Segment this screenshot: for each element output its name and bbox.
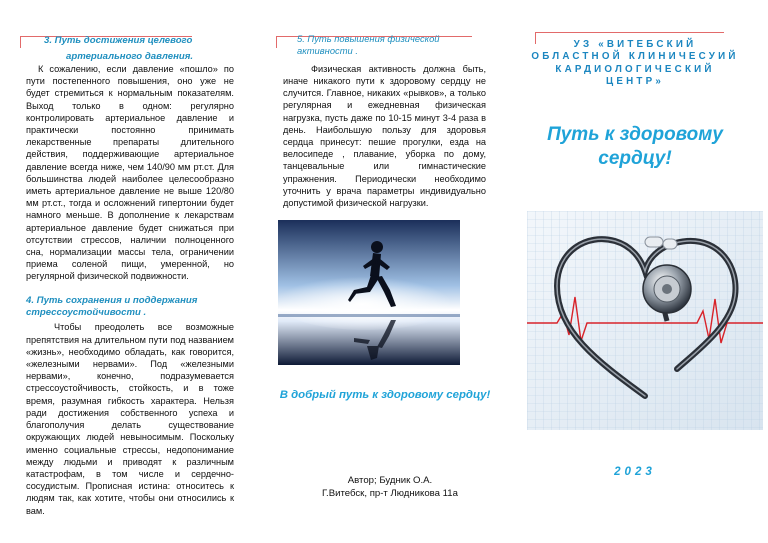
year: 2023 bbox=[614, 465, 656, 478]
section-3-paragraph: К сожалению, если давление «пошло» по пути постепенного повышения, оно уже не будет стремиться к нормальным показателям. Выход только в одном: регулярно контролировать артериальное давление и практически постоянно принимать лекарственные препараты длительного действия, поддерживающие артериальное давление всегда ниже, чем 140/90 мм рт.ст. Для большинства людей наиболее целесообразно иметь артериальное давление не выше 120/80 мм рт.ст., тогда и осложнений гипертонии будет намного меньше. В дополнение к лекарствам артериальное давление будет снижаться при отсутствии стрессов, наличии полноценного сна, нормализации массы тела, ограничении приема соленой пищи, умеренной, но регулярной физической подвижности. bbox=[26, 64, 234, 282]
runner-image bbox=[278, 220, 460, 365]
section-5-paragraph: Физическая активность должна быть, иначе никакого пути к здоровому сердцу не случится. Главное, никаких «рывков», а только регулярная и ежедневная физическая нагрузка, пусть даже по 10-15 минут 3-4 раза в день. Наибольшую пользу для здоровья сердца принесут: пешие прогулки, езда на велосипеде , плавание, уборка по дому, танцевальные или гимнастические упражнения. Периодически необходимо уточнить у врача параметры индивидуально допустимой физической нагрузки. bbox=[283, 63, 486, 209]
org-line-3: КАРДИОЛОГИЧЕСКИЙ bbox=[555, 63, 715, 75]
section-4-text bbox=[26, 321, 234, 516]
organization-name bbox=[528, 39, 742, 89]
left-column bbox=[26, 31, 234, 517]
section-5-text bbox=[283, 63, 486, 209]
left-heading-rule-vertical bbox=[20, 36, 21, 48]
author-block bbox=[300, 474, 480, 500]
middle-column bbox=[283, 33, 486, 209]
title-line-1: Путь к здоровому bbox=[547, 123, 723, 145]
author-name: Автор; Будник О.А. bbox=[347, 475, 433, 486]
brochure-title bbox=[528, 123, 742, 171]
address: Г.Витебск, пр-т Людникова 11а bbox=[322, 488, 458, 499]
section-3-text bbox=[26, 63, 234, 283]
stethoscope-heart-image bbox=[527, 211, 763, 430]
section-4-heading: 4. Путь сохранения и поддержания стрессоустойчивости . bbox=[26, 294, 198, 319]
org-line-1: УЗ «ВИТЕБСКИЙ bbox=[573, 39, 697, 50]
right-column bbox=[528, 30, 742, 171]
section-5-heading: 5. Путь повышения физической активности . bbox=[297, 33, 440, 57]
section-4-paragraph: Чтобы преодолеть все возможные препятствия на длительном пути под названием «жизнь», необходимо обладать, как говорится, «железными нервами». Под «железными нервами», конечно, подразумевается стрессоустойчивость, стойкость, и в тоже время, разумная гибкость характера. Нельзя ради достижения собственного успеха и благополучия делать существование окружающих людей невыносимым. Поскольку именно социальные стрессы, недопонимание между людьми и приводят к различным катастрофам, в том числе и сердечно-сосудистым. Прописная истина: относитесь к людям так, как хотите, чтобы они относились к вам. bbox=[26, 322, 234, 516]
org-line-2: ОБЛАСТНОЙ КЛИНИЧЕСУИЙ bbox=[531, 51, 739, 63]
slogan: В добрый путь к здоровому сердцу! bbox=[279, 389, 491, 401]
org-line-4: ЦЕНТР» bbox=[606, 76, 664, 88]
middle-heading-rule-vertical bbox=[276, 36, 277, 48]
section-3-heading bbox=[26, 35, 234, 62]
section-3-heading-line1: 3. Путь достижения целевого bbox=[44, 35, 193, 46]
section-3-heading-line2: артериального давления. bbox=[66, 51, 194, 62]
title-line-2: сердцу! bbox=[598, 147, 672, 169]
